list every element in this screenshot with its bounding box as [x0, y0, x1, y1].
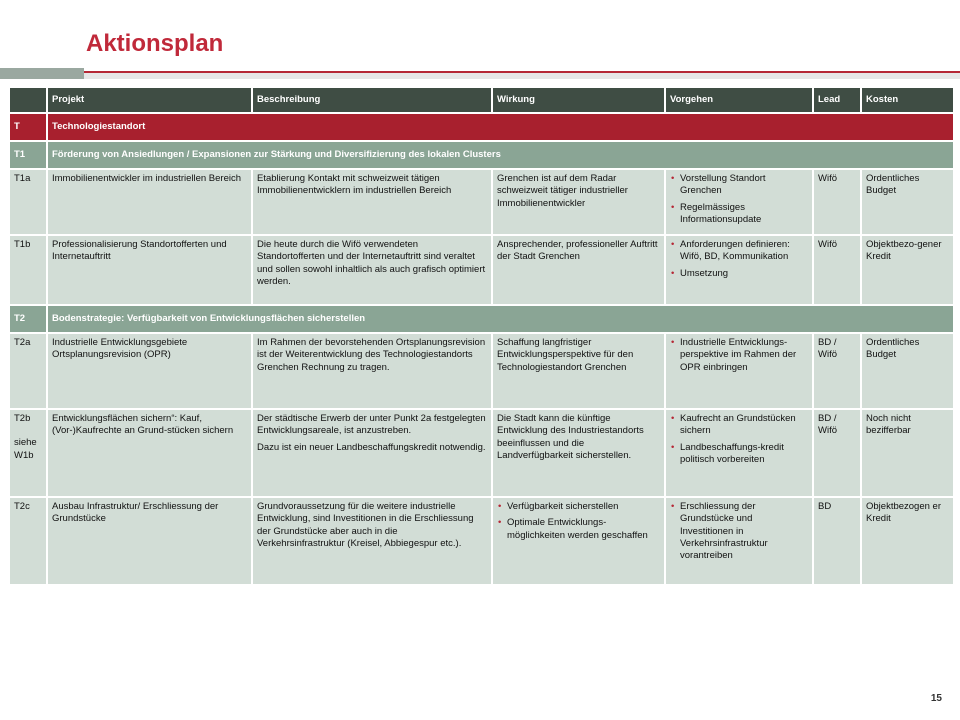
section-label: Förderung von Ansiedlungen / Expansionen zur Stärkung und Diversifizierung des lokalen Clusters	[47, 141, 954, 169]
cell-projekt: Professionalisierung Standortofferten und Internetauftritt	[47, 235, 252, 305]
cell-projekt: Industrielle Entwicklungsgebiete Ortsplanungsrevision (OPR)	[47, 333, 252, 409]
cell-lead: Wifö	[813, 235, 861, 305]
cell-lead: BD	[813, 497, 861, 585]
cell-id: T2c	[9, 497, 47, 585]
cell-beschreibung: Im Rahmen der bevorstehenden Ortsplanungsrevision ist der Weiterentwicklung des Technologiestandorts Grenchen Rechnung zu tragen.	[252, 333, 492, 409]
cell-wirkung: Die Stadt kann die künftige Entwicklung des Industriestandorts beeinflussen und die Landverfügbarkeit sicherstellen.	[492, 409, 665, 497]
bullet-item: • Erschliessung der Grundstücke und Investitionen in Verkehrsinfrastruktur vorantreiben	[680, 501, 808, 563]
table-row	[9, 235, 954, 305]
cell-wirkung: Schaffung langfristiger Entwicklungsperspektive für den Technologiestandort Grenchen	[492, 333, 665, 409]
cell-wirkung	[492, 497, 665, 585]
cell-beschreibung: Grundvoraussetzung für die weitere industrielle Entwicklung, sind Investitionen in die Erschliessung der Grundstücke aber auch in die Verkehrsinfrastruktur (Kreisel, Abbiegespur etc.).	[252, 497, 492, 585]
cell-lead: BD / Wifö	[813, 333, 861, 409]
cell-id: T1b	[9, 235, 47, 305]
cell-id: T1a	[9, 169, 47, 235]
section-label: Bodenstrategie: Verfügbarkeit von Entwicklungsflächen sicherstellen	[47, 305, 954, 333]
cell-vorgehen	[665, 409, 813, 497]
cell-kosten: Ordentliches Budget	[861, 169, 954, 235]
cell-vorgehen	[665, 497, 813, 585]
cell-vorgehen	[665, 235, 813, 305]
bullet-item: • Kaufrecht an Grundstücken sichern	[680, 413, 808, 438]
table-row	[9, 333, 954, 409]
header-projekt: Projekt	[47, 87, 252, 113]
header-id	[9, 87, 47, 113]
header-wirkung: Wirkung	[492, 87, 665, 113]
bullet-item: • Regelmässiges Informationsupdate	[680, 202, 808, 227]
bullet-item: • Landbeschaffungs-kredit politisch vorbereiten	[680, 442, 808, 467]
page-number: 15	[930, 693, 942, 704]
cell-projekt: Immobilienentwickler im industriellen Bereich	[47, 169, 252, 235]
page-title: Aktionsplan	[86, 30, 224, 57]
cell-vorgehen	[665, 333, 813, 409]
bullet-item: • Optimale Entwicklungs-möglichkeiten werden geschaffen	[507, 517, 660, 542]
bullet-item: • Industrielle Entwicklungs-perspektive im Rahmen der OPR einbringen	[680, 337, 808, 374]
cell-kosten: Objektbezo-gener Kredit	[861, 235, 954, 305]
header-vorgehen: Vorgehen	[665, 87, 813, 113]
cell-vorgehen	[665, 169, 813, 235]
row-id: T2b	[14, 413, 31, 424]
table-row	[9, 169, 954, 235]
action-plan-table	[8, 86, 955, 586]
header-beschreibung: Beschreibung	[252, 87, 492, 113]
cell-kosten: Noch nicht bezifferbar	[861, 409, 954, 497]
bullet-item: • Umsetzung	[680, 268, 808, 280]
bullet-item: • Anforderungen definieren: Wifö, BD, Kommunikation	[680, 239, 808, 264]
cell-kosten: Objektbezogen er Kredit	[861, 497, 954, 585]
row-id-note: siehe W1b	[14, 437, 37, 461]
cell-projekt: Ausbau Infrastruktur/ Erschliessung der Grundstücke	[47, 497, 252, 585]
section-row	[9, 305, 954, 333]
section-label: Technologiestandort	[47, 113, 954, 141]
cell-id	[9, 409, 47, 497]
table-row	[9, 497, 954, 585]
cell-projekt: Entwicklungsflächen sichern“: Kauf, (Vor-)Kaufrechte an Grund-stücken sichern	[47, 409, 252, 497]
cell-beschreibung: Etablierung Kontakt mit schweizweit tätigen Immobilienentwicklern im industriellen Bereich	[252, 169, 492, 235]
bullet-item: • Verfügbarkeit sicherstellen	[507, 501, 660, 513]
header-accent-bar	[0, 68, 84, 79]
section-code: T	[9, 113, 47, 141]
header-kosten: Kosten	[861, 87, 954, 113]
table-header-row	[9, 87, 954, 113]
cell-beschreibung: Die heute durch die Wifö verwendeten Standortofferten und der Internetauftritt sind veraltet und sollen sowohl inhaltlich als auch grafisch optimiert werden.	[252, 235, 492, 305]
paragraph: Der städtische Erwerb der unter Punkt 2a festgelegten Entwicklungsareale, ist anzustreben.	[257, 413, 486, 437]
cell-kosten: Ordentliches Budget	[861, 333, 954, 409]
section-row	[9, 113, 954, 141]
paragraph: Dazu ist ein neuer Landbeschaffungskredit notwendig.	[257, 441, 486, 453]
section-code: T1	[9, 141, 47, 169]
cell-lead: Wifö	[813, 169, 861, 235]
section-code: T2	[9, 305, 47, 333]
table-row	[9, 409, 954, 497]
cell-id: T2a	[9, 333, 47, 409]
cell-wirkung: Grenchen ist auf dem Radar schweizweit tätiger industrieller Immobilienentwickler	[492, 169, 665, 235]
section-row	[9, 141, 954, 169]
cell-lead: BD / Wifö	[813, 409, 861, 497]
bullet-item: • Vorstellung Standort Grenchen	[680, 173, 808, 198]
cell-beschreibung	[252, 409, 492, 497]
header-lead: Lead	[813, 87, 861, 113]
cell-wirkung: Ansprechender, professioneller Auftritt der Stadt Grenchen	[492, 235, 665, 305]
header-rule-shadow	[84, 73, 960, 79]
